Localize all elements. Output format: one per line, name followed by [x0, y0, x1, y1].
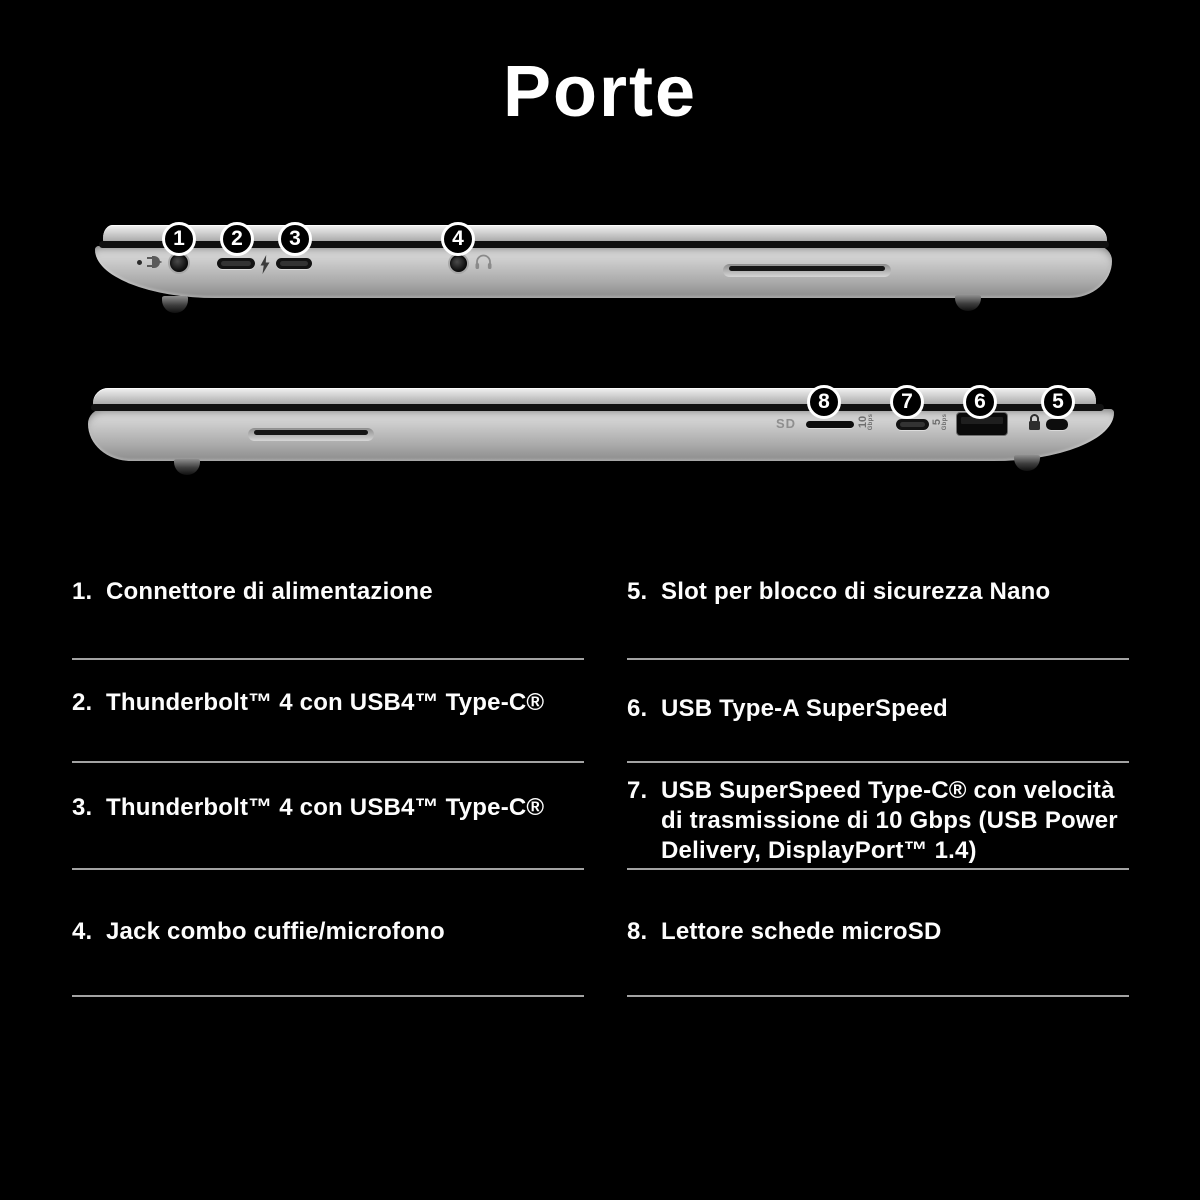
nano-security-lock-slot	[1046, 419, 1068, 430]
laptop-vent	[723, 264, 891, 277]
laptop-foot	[955, 295, 981, 311]
sd-card-label: SD	[776, 416, 797, 431]
callout-badge-1: 1	[162, 222, 196, 256]
legend-item-8: 8. Lettore schede microSD	[627, 918, 942, 945]
callout-badge-8: 8	[807, 385, 841, 419]
thunderbolt-usb-c-port-3	[276, 258, 312, 269]
laptop-foot	[1014, 455, 1040, 471]
power-led-indicator	[137, 260, 142, 265]
callout-badge-6: 6	[963, 385, 997, 419]
usb-5gbps-speed-icon: 5 Gbps	[931, 413, 948, 431]
legend-item-4: 4. Jack combo cuffie/microfono	[72, 918, 445, 945]
legend-divider	[627, 658, 1129, 660]
vent-slit	[254, 430, 368, 435]
thunderbolt-icon	[259, 255, 271, 274]
vent-slit	[729, 266, 885, 271]
legend-divider	[72, 658, 584, 660]
legend-divider	[72, 995, 584, 997]
lock-icon	[1027, 413, 1042, 432]
legend-divider	[72, 868, 584, 870]
legend-item-6: 6. USB Type-A SuperSpeed	[627, 695, 948, 722]
legend-item-1: 1. Connettore di alimentazione	[72, 578, 433, 605]
usb-c-pin-slit	[280, 261, 308, 266]
laptop-foot	[162, 296, 188, 313]
thunderbolt-usb-c-port-2	[217, 258, 255, 269]
microsd-card-slot	[806, 421, 854, 428]
callout-badge-4: 4	[441, 222, 475, 256]
legend-divider	[627, 995, 1129, 997]
laptop-lid-seam	[91, 404, 1104, 411]
callout-badge-3: 3	[278, 222, 312, 256]
legend-item-5: 5. Slot per blocco di sicurezza Nano	[627, 578, 1051, 605]
laptop-base	[95, 246, 1112, 298]
callout-badge-2: 2	[220, 222, 254, 256]
legend-item-2: 2. Thunderbolt™ 4 con USB4™ Type-C®	[72, 689, 545, 716]
usb-c-pin-slit	[900, 422, 925, 427]
power-plug-icon	[145, 254, 162, 270]
laptop-vent	[248, 428, 374, 441]
power-connector-port	[170, 254, 188, 272]
headset-icon	[474, 253, 493, 270]
legend-divider	[72, 761, 584, 763]
legend-item-7: 7. USB SuperSpeed Type-C® con velocità di trasmissione di 10 Gbps (USB Power Delivery, DisplayPort™ 1.4)	[627, 777, 1118, 864]
callout-badge-5: 5	[1041, 385, 1075, 419]
usb-10gbps-speed-icon: 10 Gbps	[857, 413, 874, 431]
legend-divider	[627, 761, 1129, 763]
legend-divider	[627, 868, 1129, 870]
callout-badge-7: 7	[890, 385, 924, 419]
usb-c-pin-slit	[221, 261, 251, 266]
legend-item-3: 3. Thunderbolt™ 4 con USB4™ Type-C®	[72, 794, 545, 821]
headphone-jack-port	[450, 255, 467, 272]
page-title: Porte	[502, 52, 698, 132]
laptop-foot	[174, 459, 200, 475]
usb-c-superspeed-port	[896, 419, 929, 430]
